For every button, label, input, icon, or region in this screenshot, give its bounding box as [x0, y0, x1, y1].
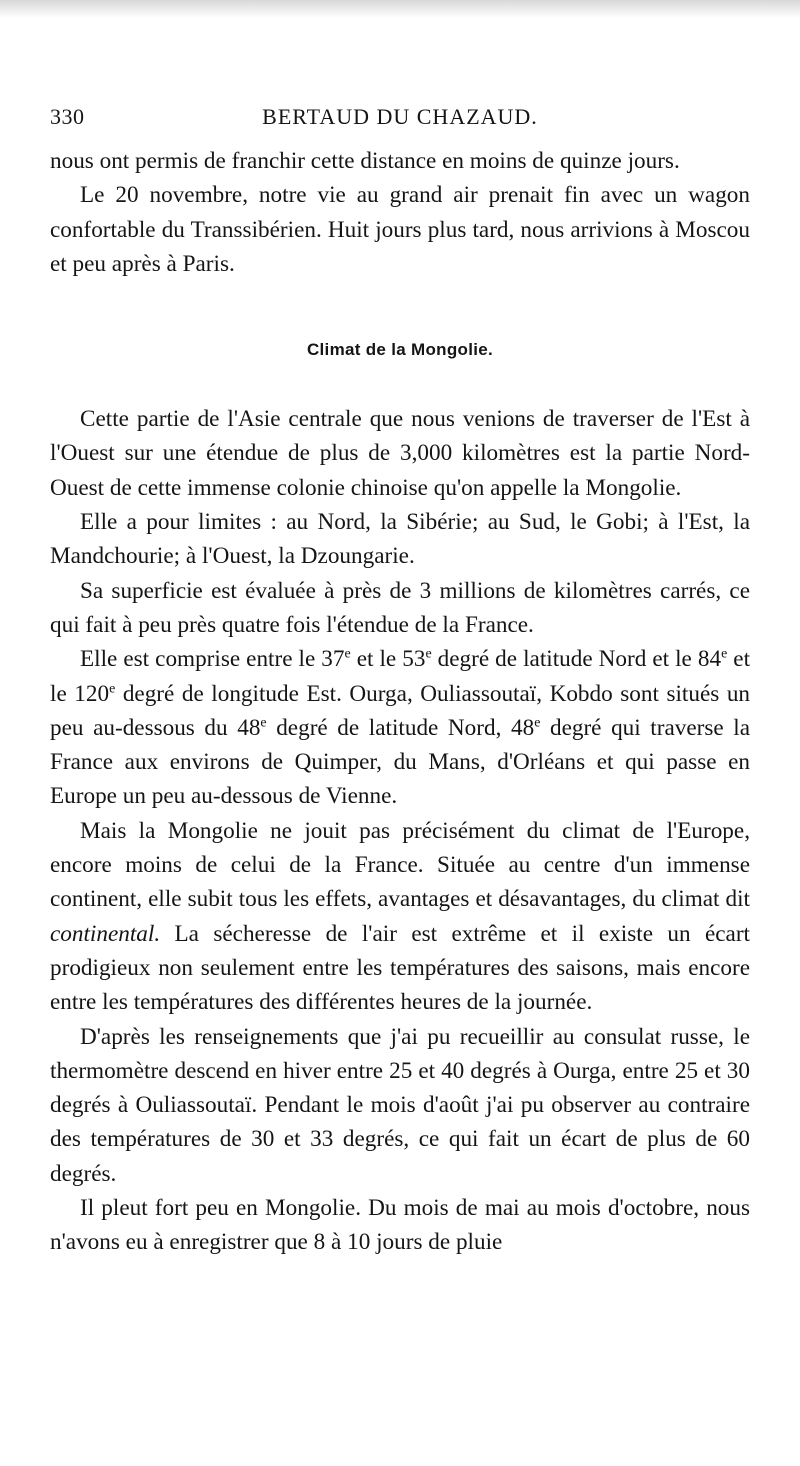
region-paragraph: Cette partie de l'Asie centrale que nous venions de traverser de l'Est à l'Ouest sur une étendue de plus de 3,000 kilomètres est la partie Nord-Ouest de cette immense colonie chinoise qu'on appelle la Mongolie.: [50, 406, 750, 501]
scan-edge-shadow: [0, 0, 800, 18]
journey-end-paragraph: Le 20 novembre, notre vie au grand air prenait fin avec un wagon confortable du Transsibérien. Huit jours plus tard, nous arrivions à Moscou et peu après à Paris.: [50, 182, 750, 277]
temperature-paragraph: D'après les renseignements que j'ai pu recueillir au consulat russe, le thermomètre descend en hiver entre 25 et 40 degrés à Ourga, entre 25 et 30 degrés à Ouliassoutaï. Pendant le mois d'août j'ai pu observer au contraire des températures de 30 et 33 degrés, ce qui fait un écart de plus de 60 degrés.: [50, 1023, 750, 1187]
page-number: 330: [50, 104, 85, 129]
section-title: Climat de la Mongolie.: [306, 340, 494, 360]
continuation-paragraph: nous ont permis de franchir cette distance en moins de quinze jours.: [50, 148, 680, 174]
area-paragraph: Sa superficie est évaluée à près de 3 millions de kilomètres carrés, ce qui fait à peu près quatre fois l'étendue de la France.: [50, 577, 750, 638]
continental-emphasis: continental.: [50, 920, 161, 947]
page-body: [50, 144, 750, 1260]
climate-paragraph: Mais la Mongolie ne jouit pas précisément du climat de l'Europe, encore moins de celui de la France. Située au centre d'un immense continent, elle subit tous les effets, avantages et désavantages, du climat dit continental. La sécheresse de l'air est extrême et il existe un écart prodigieux non seulement entre les températures des saisons, mais encore entre les températures des différentes heures de la journée.: [50, 817, 750, 1016]
running-title: BERTAUD DU CHAZAUD.: [262, 104, 538, 129]
rainfall-paragraph: Il pleut fort peu en Mongolie. Du mois de mai au mois d'octobre, nous n'avons eu à enregistrer que 8 à 10 jours de pluie: [50, 1195, 750, 1256]
limits-paragraph: Elle a pour limites : au Nord, la Sibérie; au Sud, le Gobi; à l'Est, la Mandchourie; à l'Ouest, la Dzoungarie.: [50, 509, 750, 570]
coordinates-paragraph: Elle est comprise entre le 37e et le 53e degré de latitude Nord et le 84e et le 120e degré de longitude Est. Ourga, Ouliassoutaï, Kobdo sont situés un peu au-dessous du 48e degré de latitude Nord, 48e degré qui traverse la France aux environs de Quimper, du Mans, d'Orléans et qui passe en Europe un peu au-dessous de Vienne.: [50, 646, 751, 810]
page-header: [50, 104, 750, 138]
